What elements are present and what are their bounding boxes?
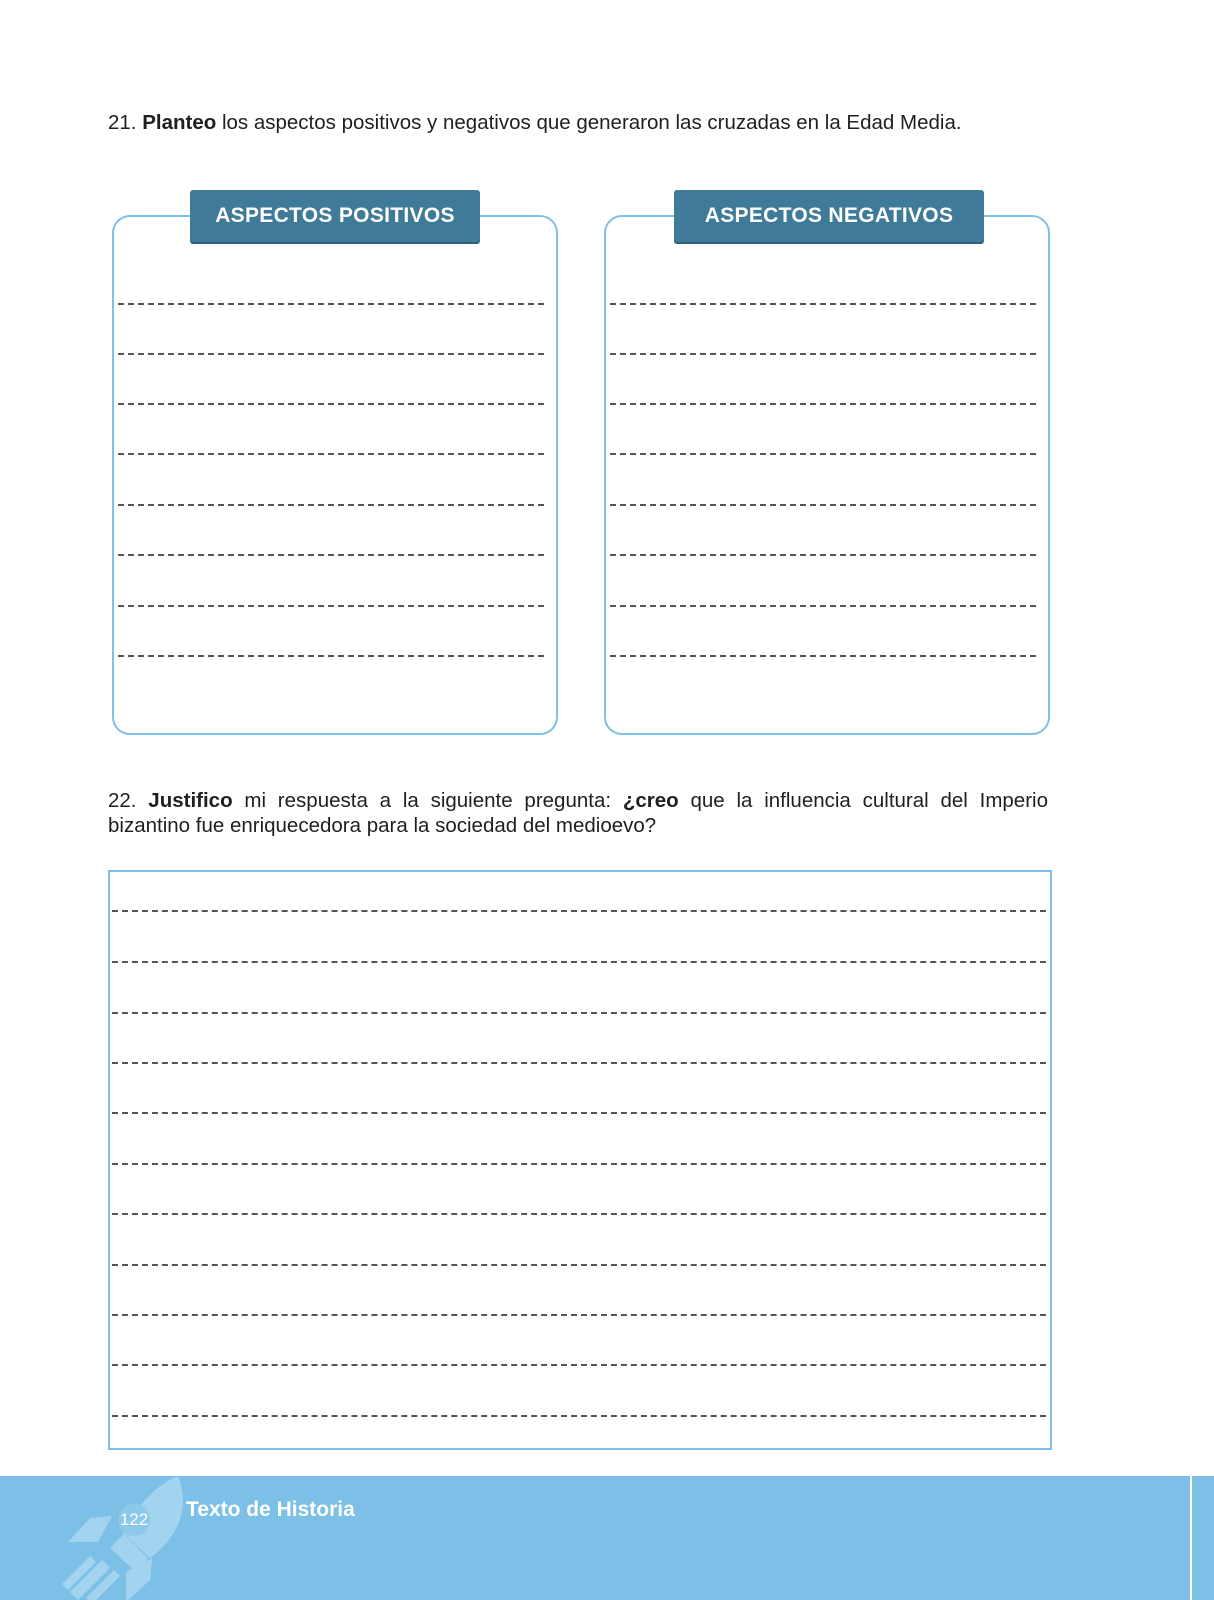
page-footer [0, 1476, 1190, 1600]
question-21 [108, 110, 1068, 135]
question-number: 21. [108, 111, 137, 134]
question-number: 22. [108, 789, 137, 812]
footer-edge-strip [1192, 1476, 1214, 1600]
answer-line[interactable] [112, 1415, 1046, 1417]
answer-line[interactable] [610, 504, 1036, 506]
page-number: 122 [118, 1504, 150, 1536]
answer-line[interactable] [610, 453, 1036, 455]
answer-line[interactable] [118, 605, 544, 607]
justification-answer-box[interactable] [108, 870, 1052, 1450]
answer-line[interactable] [610, 403, 1036, 405]
answer-line[interactable] [112, 910, 1046, 912]
answer-line[interactable] [112, 1314, 1046, 1316]
answer-line[interactable] [112, 1112, 1046, 1114]
answer-line[interactable] [118, 353, 544, 355]
question-verb: Justifico [148, 789, 233, 812]
question-22 [108, 788, 1048, 838]
answer-line[interactable] [112, 1213, 1046, 1215]
answer-line[interactable] [610, 655, 1036, 657]
answer-line[interactable] [610, 303, 1036, 305]
rocket-icon [40, 1476, 190, 1600]
question-verb: Planteo [142, 111, 217, 134]
answer-line[interactable] [610, 353, 1036, 355]
answer-line[interactable] [118, 655, 544, 657]
answer-line[interactable] [112, 1163, 1046, 1165]
answer-line[interactable] [118, 504, 544, 506]
answer-line[interactable] [112, 961, 1046, 963]
positive-aspects-box[interactable] [112, 204, 558, 735]
answer-line[interactable] [112, 1012, 1046, 1014]
negative-aspects-box[interactable] [604, 204, 1050, 735]
question-text: los aspectos positivos y negativos que generaron las cruzadas en la Edad Media. [221, 111, 962, 134]
answer-line[interactable] [112, 1062, 1046, 1064]
answer-line[interactable] [118, 403, 544, 405]
answer-line[interactable] [610, 605, 1036, 607]
question-emphasis: ¿creo [622, 789, 679, 812]
positive-aspects-header: ASPECTOS POSITIVOS [190, 190, 480, 242]
answer-line[interactable] [610, 554, 1036, 556]
answer-line[interactable] [118, 453, 544, 455]
question-text-a: mi respuesta a la siguiente pregunta: [244, 789, 612, 812]
negative-aspects-header: ASPECTOS NEGATIVOS [674, 190, 984, 242]
answer-line[interactable] [112, 1364, 1046, 1366]
question-text-b: que la influencia cultural del Imperio bizantino fue enriquecedora para la sociedad del medioevo? [108, 789, 1048, 837]
answer-line[interactable] [118, 554, 544, 556]
answer-line[interactable] [118, 303, 544, 305]
answer-line[interactable] [112, 1264, 1046, 1266]
book-title: Texto de Historia [186, 1498, 355, 1521]
